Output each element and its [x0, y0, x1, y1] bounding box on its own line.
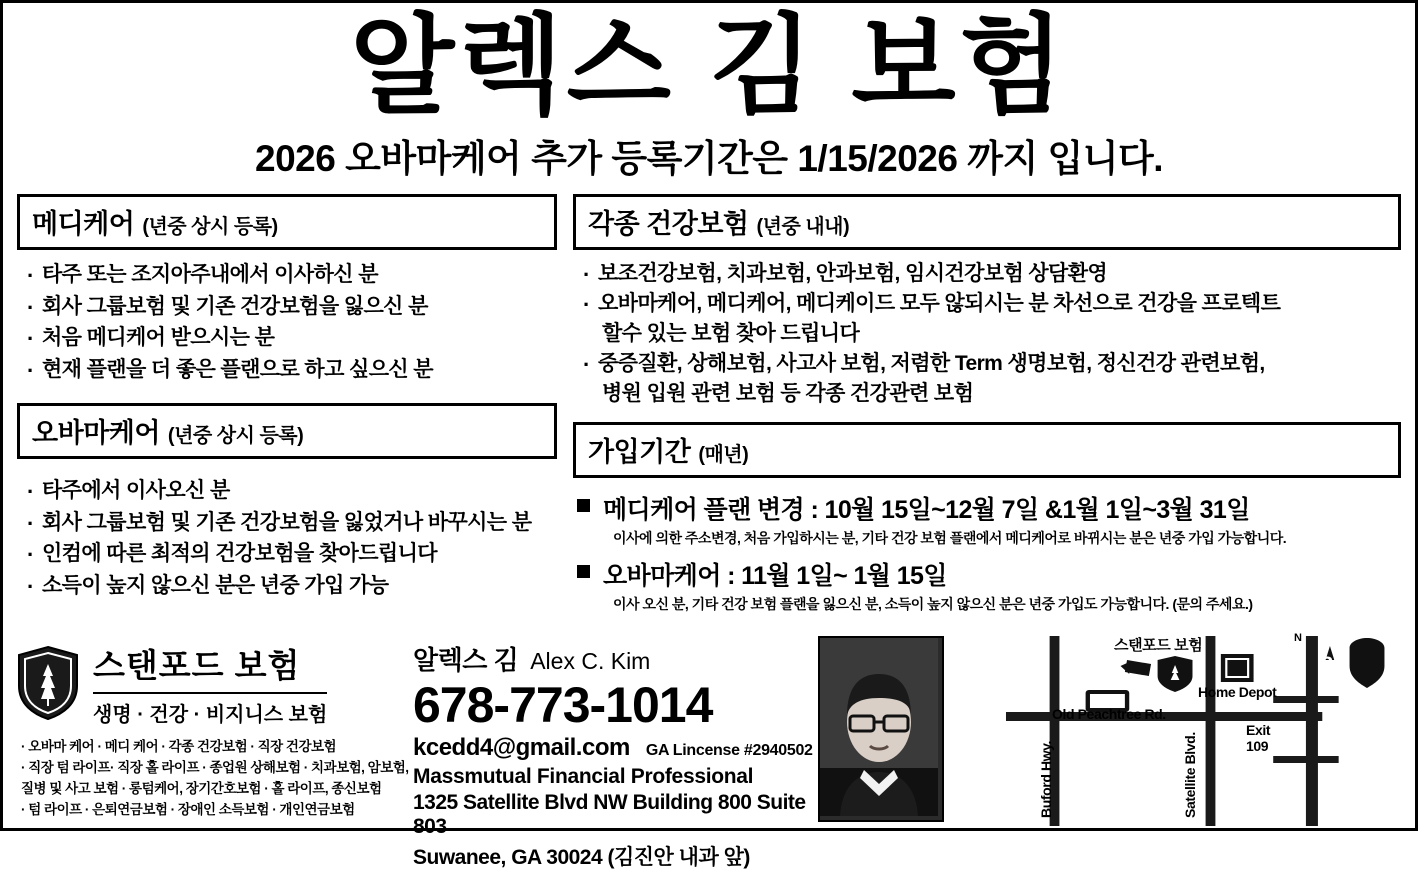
list-item: · 회사 그룹보험 및 기존 건강보험을 잃으신 분: [27, 291, 557, 323]
email-row: [413, 734, 818, 762]
license-number: GA Lincense #2940502: [645, 741, 813, 759]
section-title-period: 가입기간: [588, 437, 691, 468]
brand-row: [17, 632, 413, 727]
period-sub: 이사에 의한 주소변경, 처음 가입하시는 분, 기타 건강 보험 플랜에서 메디케어로 바뀌시는 분은 년중 가입 가능합니다.: [613, 530, 1287, 547]
section-header-health: [573, 194, 1401, 250]
period-list: [573, 490, 1401, 614]
brand-name: 스탠포드 보험: [93, 647, 301, 684]
period-head: 메디케어 플랜 변경 : 10월 15일~12월 7일 &1월 1일~3월 31일: [603, 496, 1250, 525]
shield-tree-icon: [17, 646, 79, 720]
fineprint-line: · 직장 텀 라이프· 직장 홀 라이프 · 종업원 상해보험 · 치과보험, 암보험,: [21, 759, 409, 775]
list-item-line2: 할수 있는 보험 찾아 드립니다: [602, 322, 860, 346]
list-item: · 인컴에 따른 최적의 건강보험을 찾아드립니다: [27, 538, 557, 570]
footer-photo-block: [818, 632, 946, 822]
section-header-medicare: [17, 194, 557, 250]
brand-divider: [93, 692, 327, 694]
address-line-2: Suwanee, GA 30024 (김진안 내과 앞): [413, 845, 750, 869]
period-sub: 이사 오신 분, 기타 건강 보험 플랜을 잃으신 분, 소득이 높지 않으신 분은 년중 가입도 가능합니다. (문의 주세요.): [613, 596, 1253, 613]
section-note-medicare: (년중 상시 등록): [142, 216, 278, 239]
map-label-exit: Exit: [1246, 722, 1271, 738]
map-label-home-depot: Home Depot: [1198, 684, 1277, 700]
map-title: 스탠포드 보험: [1114, 637, 1203, 654]
section-note-period: (매년): [698, 444, 749, 467]
agent-name-en: Alex C. Kim: [530, 648, 651, 674]
section-title-obamacare: 오바마케어: [32, 418, 160, 449]
list-item: · 소득이 높지 않으신 분은 년중 가입 가능: [27, 570, 557, 602]
list-item: [583, 289, 1401, 349]
email-address[interactable]: kcedd4@gmail.com: [413, 733, 630, 761]
address-line-1: 1325 Satellite Blvd NW Building 800 Suite 803: [413, 790, 806, 838]
section-title-medicare: 메디케어: [32, 209, 135, 240]
list-item: · 회사 그룹보험 및 기존 건강보험을 잃었거나 바꾸시는 분: [27, 507, 557, 539]
list-item: [583, 259, 1401, 289]
brand-text: [93, 638, 327, 727]
map-label-satellite-blvd: Satellite Blvd.: [1182, 732, 1198, 818]
section-header-obamacare: [17, 403, 557, 459]
obamacare-list: [17, 475, 557, 601]
phone-number[interactable]: 678-773-1014: [413, 677, 713, 733]
footer-map-block: [946, 632, 1415, 826]
footer-contact-block: [413, 632, 818, 871]
section-note-health: (년중 내내): [756, 216, 850, 239]
page-subtitle: 2026 오바마케어 추가 등록기간은 1/15/2026 까지 입니다.: [255, 138, 1163, 180]
list-item-line1: 오바마케어, 메디케어, 메디케이드 모두 않되시는 분 차선으로 건강을 프로텍트: [598, 292, 1281, 316]
list-item-line1: 중증질환, 상해보험, 사고사 보험, 저렴한 Term 생명보험, 정신건강 관련보험,: [598, 351, 1265, 375]
location-map: [946, 632, 1415, 826]
fineprint-line: 질병 및 사고 보험 · 롱텀케어, 장기간호보험 · 홀 라이프, 종신보험: [21, 780, 382, 796]
page-title: 알렉스 김 보험: [350, 5, 1068, 126]
list-item-line1: 보조건강보험, 치과보험, 안과보험, 임시건강보험 상담환영: [598, 262, 1108, 286]
agent-name-row: [413, 640, 818, 677]
content-columns: [3, 194, 1415, 622]
health-list: [573, 259, 1401, 408]
list-item: · 타주 또는 조지아주내에서 이사하신 분: [27, 259, 557, 291]
section-note-obamacare: (년중 상시 등록): [167, 425, 304, 448]
services-fineprint: [17, 737, 413, 821]
brand-subtitle: 생명 · 건강 · 비지니스 보험: [93, 704, 328, 726]
map-label-exit-number: 109: [1246, 738, 1269, 754]
list-item: · 타주에서 이사오신 분: [27, 475, 557, 507]
period-item: [573, 490, 1401, 548]
fineprint-line: · 텀 라이프 · 은퇴연금보험 · 장애인 소득보험 · 개인연금보험: [21, 801, 355, 817]
medicare-list: [17, 259, 557, 385]
agent-portrait: [818, 636, 944, 822]
period-head: 오바마케어 : 11월 1일~ 1월 15일: [603, 562, 947, 591]
map-label-north: N: [1294, 632, 1302, 644]
firm-name: Massmutual Financial Professional: [413, 764, 754, 788]
agent-name-kr: 알렉스 김: [413, 645, 519, 675]
right-column: [573, 194, 1401, 622]
left-column: [17, 194, 557, 622]
fineprint-line: · 오바마 케어 · 메디 케어 · 각종 건강보험 · 직장 건강보험: [21, 739, 337, 754]
section-title-health: 각종 건강보험: [588, 209, 749, 240]
list-item: · 현재 플랜을 더 좋은 플랜으로 하고 싶으신 분: [27, 354, 557, 386]
footer: [3, 632, 1415, 869]
period-item: [573, 556, 1401, 614]
list-item: [583, 349, 1401, 409]
map-label-interstate-85: 85: [1321, 652, 1345, 677]
map-label-buford-hwy: Buford Hwy.: [1038, 740, 1054, 818]
map-label-old-peachtree: Old Peachtree Rd.: [1052, 706, 1166, 722]
footer-brand-block: [3, 632, 413, 821]
list-item: · 처음 메디케어 받으시는 분: [27, 322, 557, 354]
section-header-period: [573, 422, 1401, 478]
list-item-line2: 병원 입원 관련 보험 등 각종 건강관련 보험: [602, 381, 974, 405]
